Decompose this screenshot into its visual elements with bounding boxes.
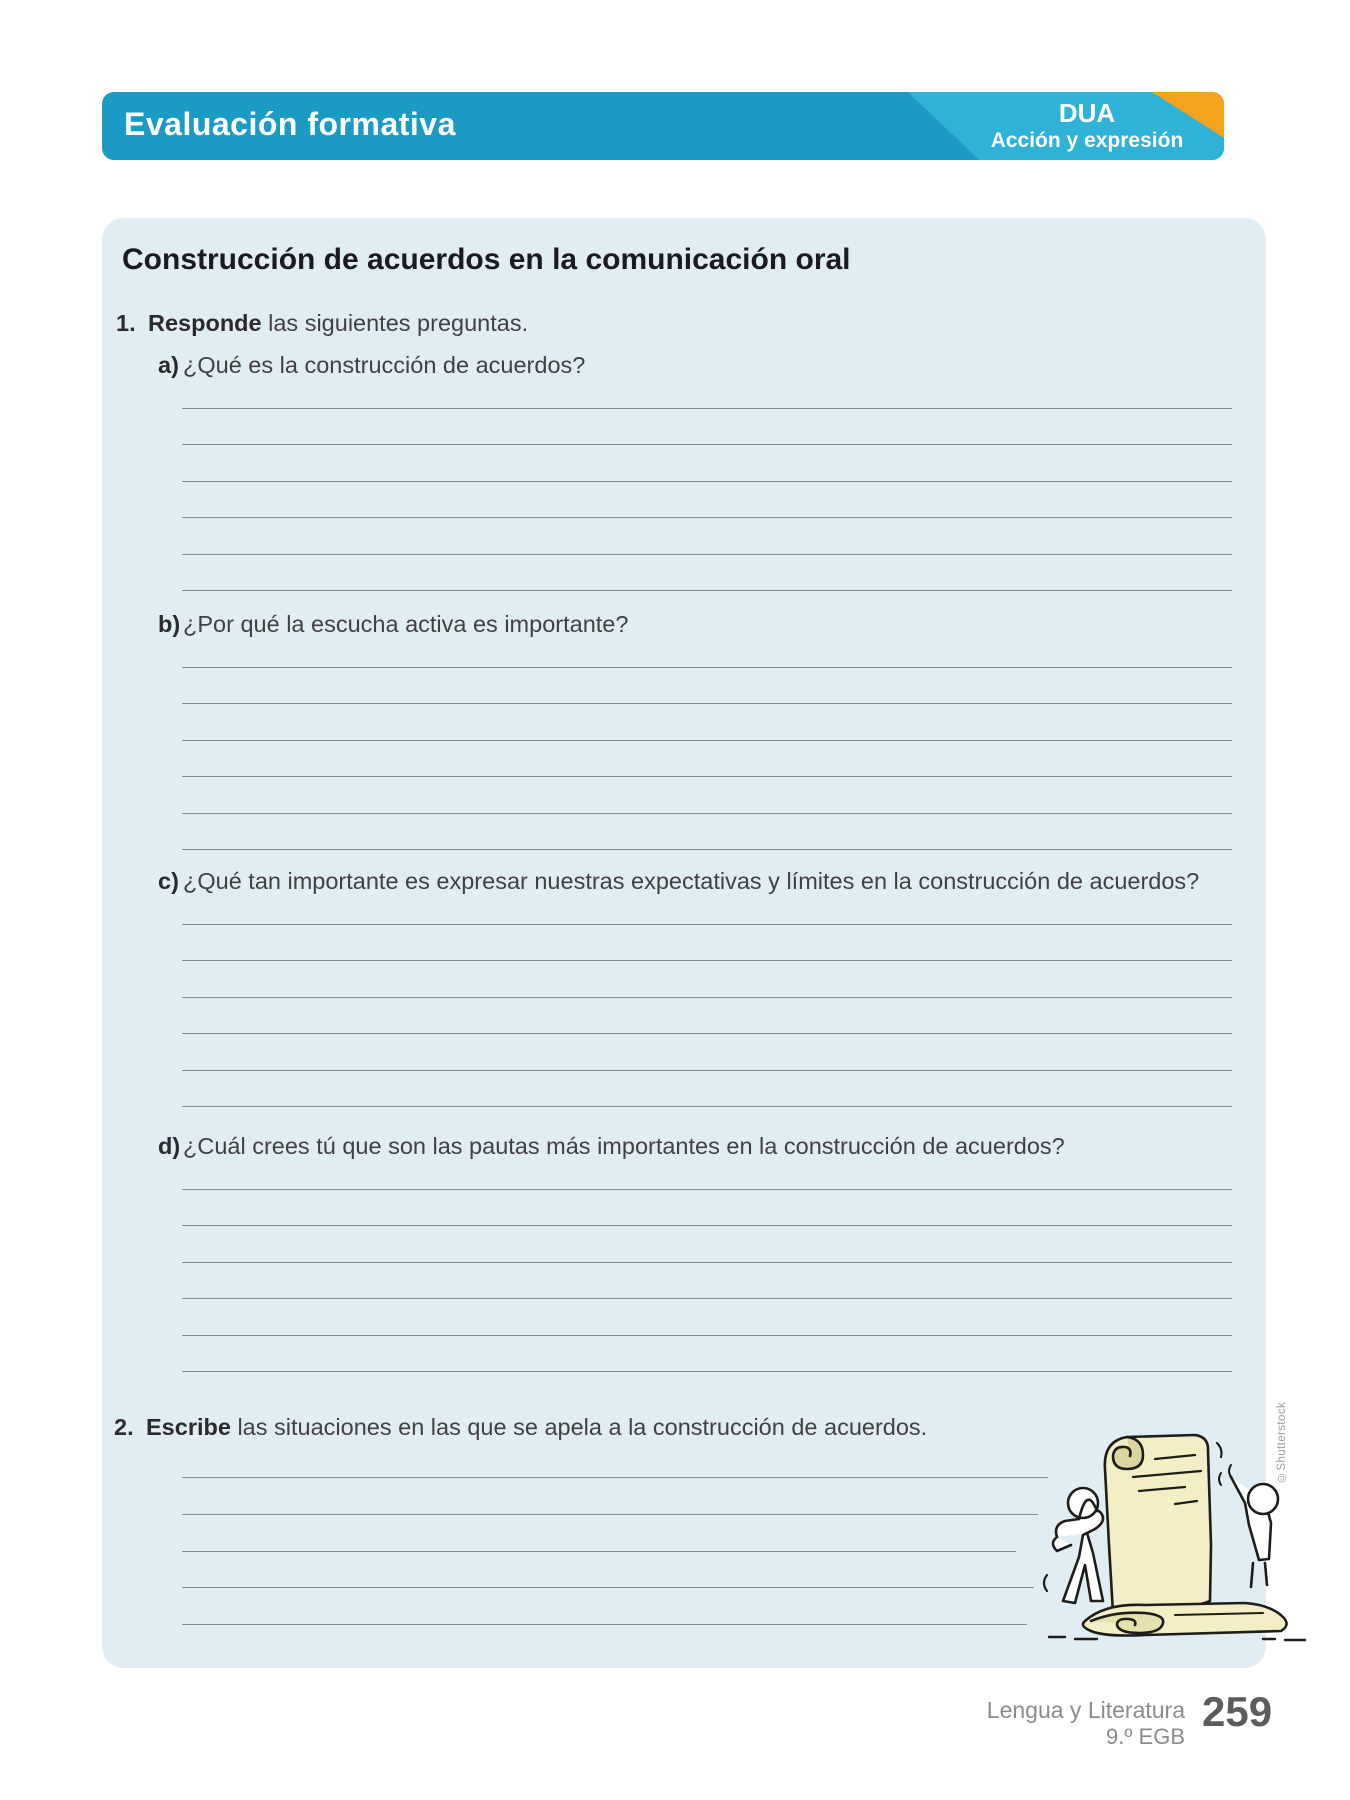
subquestion-c-label: c) [158, 868, 179, 894]
answer-line [182, 1514, 1038, 1551]
subquestion-a-text: ¿Qué es la construcción de acuerdos? [183, 352, 586, 378]
footer-grade: 9.º EGB [1106, 1724, 1185, 1750]
answer-line [182, 1225, 1232, 1261]
page-number: 259 [1202, 1688, 1273, 1735]
question-2-verb: Escribe [146, 1414, 231, 1440]
subquestion-a-label: a) [158, 352, 179, 378]
answer-lines-d [182, 1189, 1232, 1407]
answer-line [182, 1189, 1232, 1225]
dua-badge-title: DUA [1058, 98, 1116, 128]
answer-line [182, 1477, 1048, 1514]
dua-badge-subtitle: Acción y expresión [990, 128, 1184, 152]
answer-line [182, 481, 1232, 517]
answer-line [182, 1624, 1027, 1661]
question-1-text: las siguientes preguntas. [261, 310, 529, 336]
answer-line [182, 554, 1232, 590]
answer-lines-c [182, 924, 1232, 1142]
answer-line [182, 1335, 1232, 1371]
answer-line [182, 1587, 1034, 1624]
answer-line [182, 813, 1232, 849]
subquestion-b-text: ¿Por qué la escucha activa es importante? [183, 611, 629, 637]
question-2-number: 2. [114, 1414, 134, 1440]
answer-line [182, 924, 1232, 960]
question-1-number: 1. [116, 310, 136, 336]
image-credit: ©Shutterstock [1276, 1401, 1288, 1483]
answer-line [182, 1298, 1232, 1334]
answer-line [182, 703, 1232, 739]
answer-line [182, 1033, 1232, 1069]
answer-line [182, 1070, 1232, 1106]
question-1-verb: Responde [148, 310, 262, 336]
answer-line [182, 740, 1232, 776]
subquestion-d-label: d) [158, 1133, 181, 1159]
answer-lines-b [182, 667, 1232, 885]
section-header [102, 92, 1224, 160]
question-2 [114, 1414, 927, 1441]
answer-line [182, 960, 1232, 996]
footer [785, 1697, 1185, 1750]
answer-line [182, 776, 1232, 812]
footer-subject: Lengua y Literatura [986, 1697, 1185, 1723]
dua-badge [972, 99, 1202, 153]
question-1 [116, 310, 528, 337]
subquestion-c-text: ¿Qué tan importante es expresar nuestras expectativas y límites en la construcción de acuerdos? [183, 868, 1200, 894]
subquestion-b-label: b) [158, 611, 181, 637]
left-figure [1053, 1488, 1103, 1603]
answer-line [182, 1262, 1232, 1298]
answer-line [182, 667, 1232, 703]
answer-line [182, 408, 1232, 444]
answer-line [182, 1551, 1016, 1588]
answer-line [182, 1371, 1232, 1407]
subquestion-d-text: ¿Cuál crees tú que son las pautas más importantes en la construcción de acuerdos? [183, 1133, 1065, 1159]
question-2-text: las situaciones en las que se apela a la construcción de acuerdos. [230, 1414, 928, 1440]
answer-line [182, 997, 1232, 1033]
section-title: Evaluación formativa [124, 106, 456, 142]
answer-lines-a [182, 408, 1232, 626]
worksheet-title: Construcción de acuerdos en la comunicación oral [122, 243, 851, 276]
answer-line [182, 444, 1232, 480]
answer-line [182, 517, 1232, 553]
right-figure [1219, 1465, 1278, 1587]
